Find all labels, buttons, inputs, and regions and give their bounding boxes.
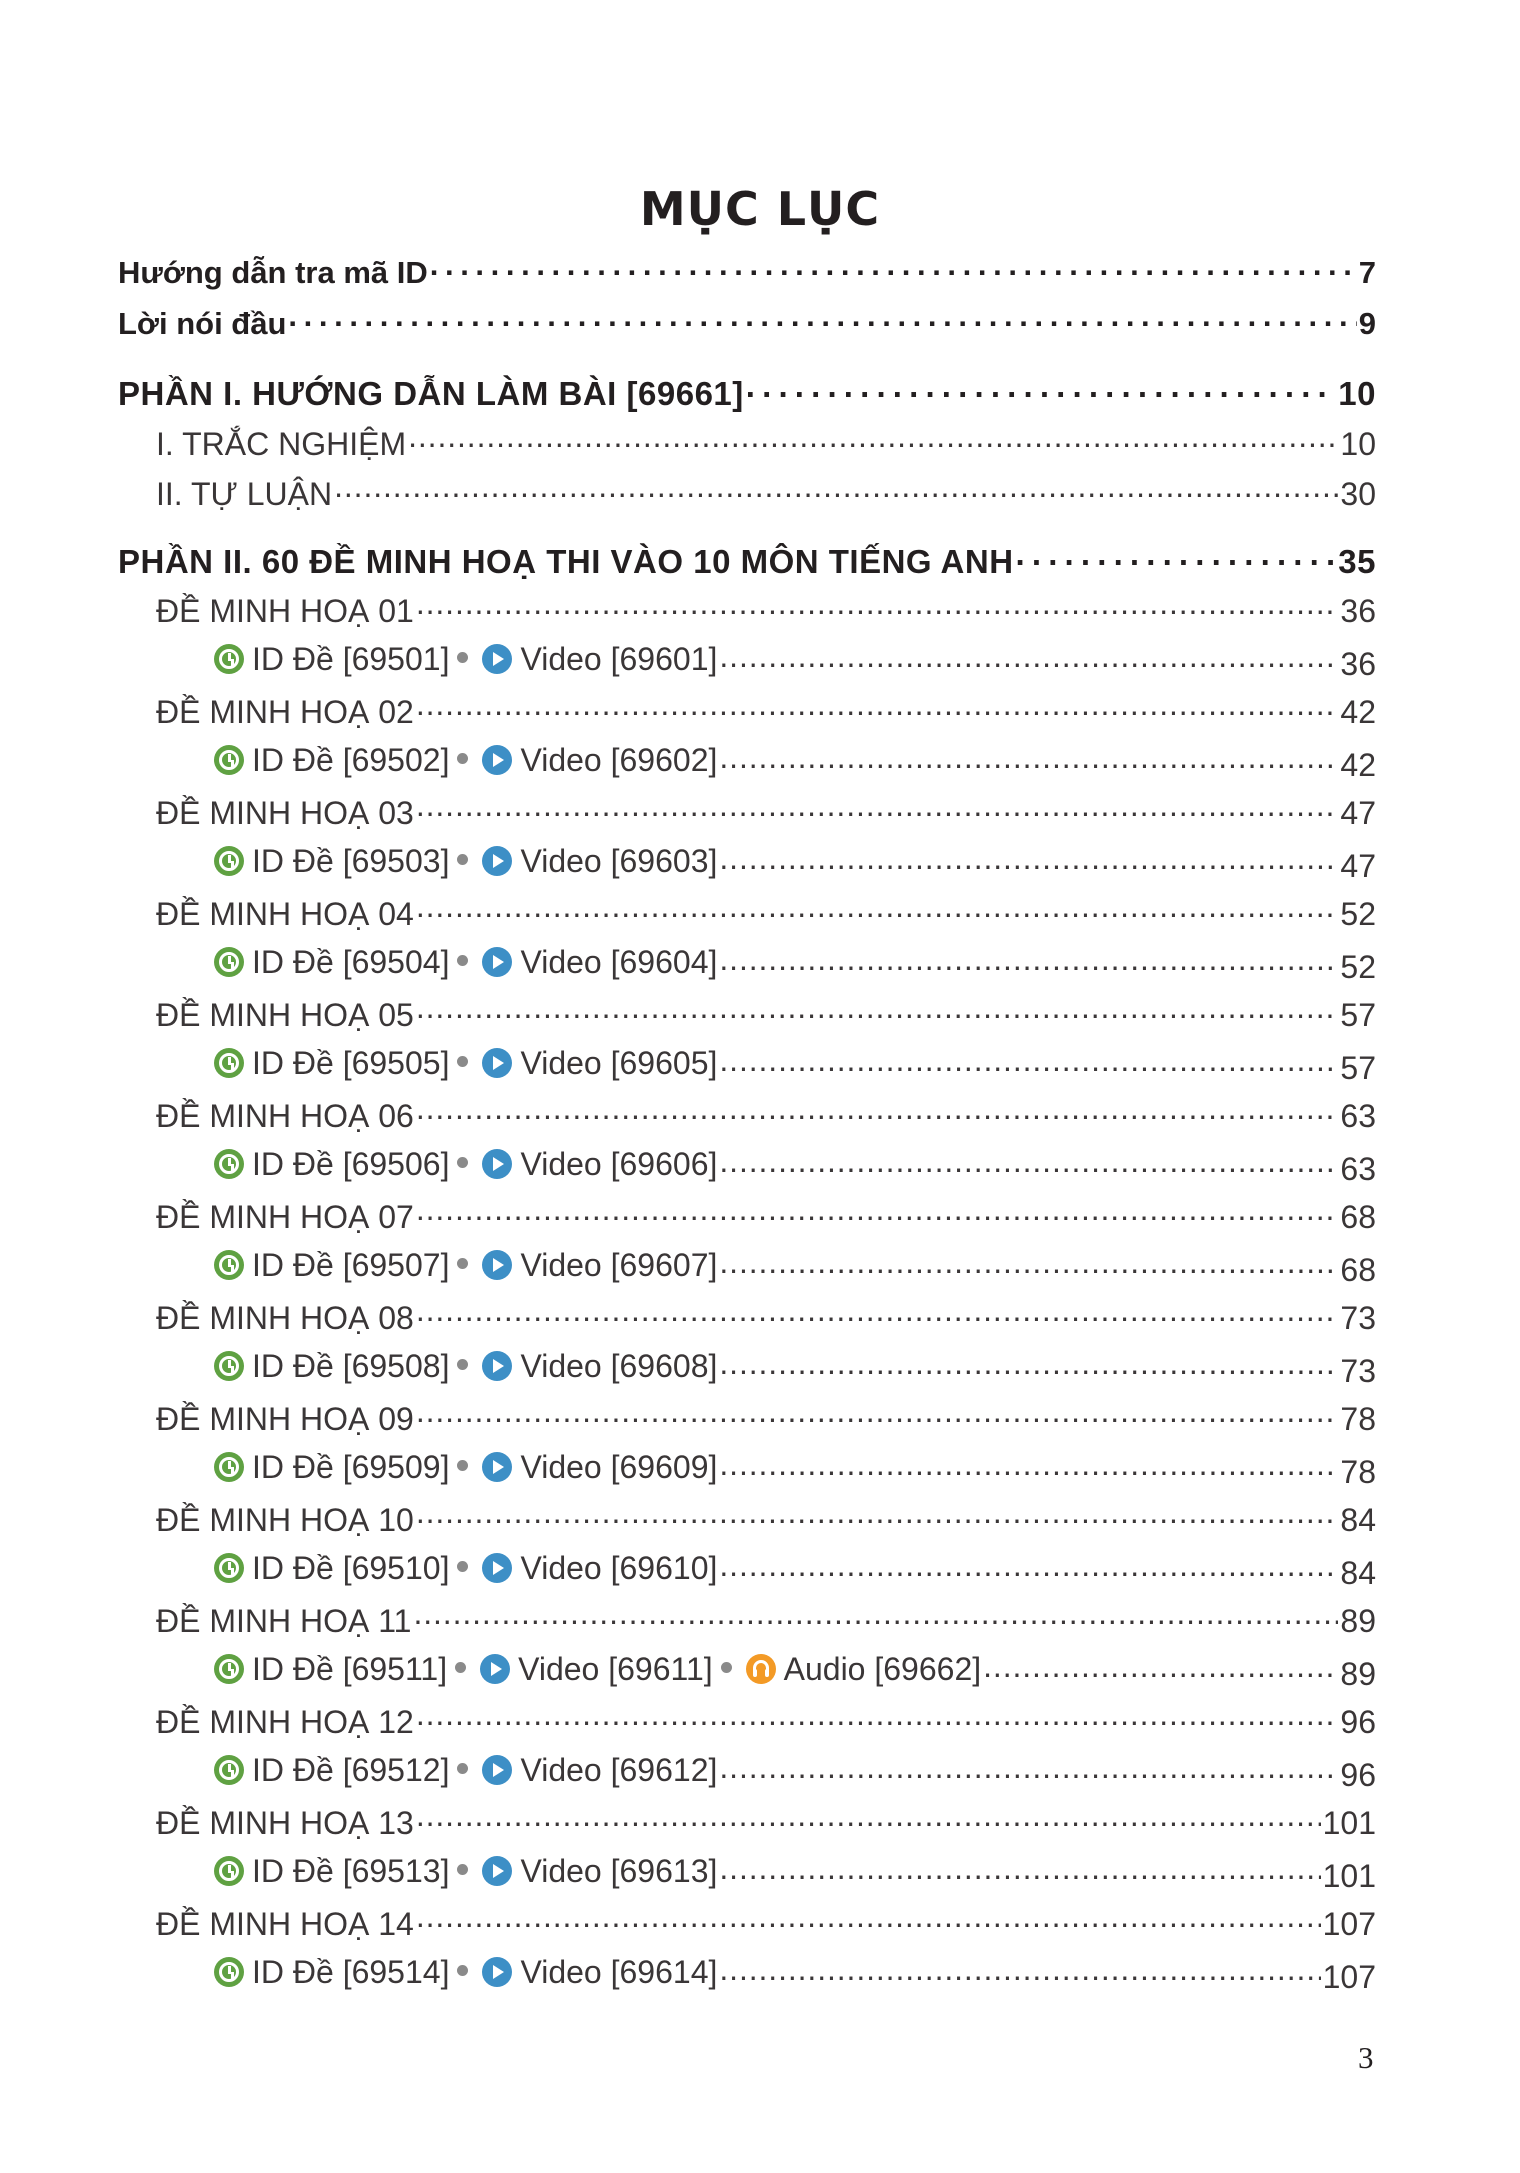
toc-test-04[interactable] (156, 893, 1376, 933)
dot-leader (719, 845, 1338, 877)
clock-id-icon (214, 1452, 244, 1482)
dot-leader (334, 473, 1338, 505)
toc-entry-label: Lời nói đầu (118, 306, 287, 341)
play-video-icon (482, 644, 512, 674)
video-code[interactable]: Video [69609] (520, 1449, 718, 1485)
dot-leader (1016, 540, 1337, 573)
toc-page-number: 57 (1340, 997, 1376, 1033)
toc-test-03[interactable] (156, 792, 1376, 832)
toc-entry-label: ĐỀ MINH HOẠ 14 (156, 1906, 414, 1942)
toc-test-09[interactable] (156, 1398, 1376, 1438)
toc-page-number: 73 (1340, 1352, 1376, 1389)
play-video-icon (482, 745, 512, 775)
toc-entry-label: I. TRẮC NGHIỆM (156, 426, 407, 462)
play-video-icon (482, 846, 512, 876)
toc-entry-label: ĐỀ MINH HOẠ 01 (156, 593, 414, 629)
toc-entry-label: ĐỀ MINH HOẠ 12 (156, 1704, 414, 1740)
resource-labels (214, 1550, 717, 1587)
dot-leader (719, 1148, 1338, 1180)
resource-labels (214, 1247, 717, 1284)
video-code[interactable]: Video [69604] (520, 944, 718, 980)
clock-id-icon (214, 644, 244, 674)
toc-page-number: 36 (1340, 645, 1376, 682)
video-code[interactable]: Video [69608] (520, 1348, 718, 1384)
dot-leader (416, 1903, 1321, 1935)
clock-id-icon (214, 1755, 244, 1785)
dot-leader (408, 423, 1338, 455)
dot-leader (719, 1249, 1338, 1281)
separator-dot-icon (457, 1965, 468, 1976)
id-code[interactable]: ID Đề [69510] (252, 1550, 450, 1586)
clock-id-icon (214, 1553, 244, 1583)
toc-test-10[interactable] (156, 1499, 1376, 1539)
video-code[interactable]: Video [69601] (520, 641, 718, 677)
play-video-icon (482, 1149, 512, 1179)
page-number: 3 (1358, 2040, 1374, 2075)
separator-dot-icon (457, 1359, 468, 1370)
toc-page-number: 47 (1340, 847, 1376, 884)
toc-test-04-resources[interactable] (214, 944, 1376, 986)
dot-leader (416, 1499, 1339, 1531)
toc-page-number: 9 (1358, 306, 1376, 341)
separator-dot-icon (457, 1460, 468, 1471)
resource-labels (214, 843, 717, 880)
id-code[interactable]: ID Đề [69509] (252, 1449, 450, 1485)
dot-leader (416, 1701, 1339, 1733)
toc-page-number: 10 (1340, 426, 1376, 462)
toc-entry-label: ĐỀ MINH HOẠ 07 (156, 1199, 414, 1235)
headphones-audio-icon (746, 1654, 776, 1684)
separator-dot-icon (721, 1662, 732, 1673)
toc-test-14-resources[interactable] (214, 1954, 1376, 1996)
id-code[interactable]: ID Đề [69514] (252, 1954, 450, 1990)
separator-dot-icon (457, 1864, 468, 1875)
toc-test-09-resources[interactable] (214, 1449, 1376, 1491)
id-code[interactable]: ID Đề [69508] (252, 1348, 450, 1384)
toc-test-03-resources[interactable] (214, 843, 1376, 885)
toc-page-number: 73 (1340, 1300, 1376, 1336)
separator-dot-icon (457, 1258, 468, 1269)
video-code[interactable]: Video [69610] (520, 1550, 718, 1586)
toc-entry-label: ĐỀ MINH HOẠ 10 (156, 1502, 414, 1538)
clock-id-icon (214, 1048, 244, 1078)
toc-page-number: 7 (1358, 255, 1376, 290)
clock-id-icon (214, 947, 244, 977)
separator-dot-icon (457, 1561, 468, 1572)
page-title: MỤC LỤC (639, 182, 881, 236)
toc-page-number: 57 (1340, 1049, 1376, 1086)
toc-page-number: 42 (1340, 746, 1376, 783)
toc-page-number: 68 (1340, 1251, 1376, 1288)
toc-page-number: 68 (1340, 1199, 1376, 1235)
toc-page-number: 107 (1322, 1958, 1376, 1995)
resource-labels (214, 1045, 717, 1082)
dot-leader (719, 1855, 1320, 1887)
toc-entry-label: II. TỰ LUẬN (156, 476, 333, 512)
video-code[interactable]: Video [69612] (520, 1752, 718, 1788)
dot-leader (430, 252, 1357, 283)
toc-entry-label: ĐỀ MINH HOẠ 13 (156, 1805, 414, 1841)
toc-page-number: 47 (1340, 795, 1376, 831)
toc-test-12-resources[interactable] (214, 1752, 1376, 1794)
id-code[interactable]: ID Đề [69506] (252, 1146, 450, 1182)
dot-leader (416, 893, 1339, 925)
clock-id-icon (214, 1149, 244, 1179)
toc-entry-label: ĐỀ MINH HOẠ 09 (156, 1401, 414, 1437)
toc-part-2[interactable] (118, 540, 1376, 581)
dot-leader (719, 643, 1338, 675)
dot-leader (719, 1451, 1338, 1483)
id-code[interactable]: ID Đề [69501] (252, 641, 450, 677)
play-video-icon (482, 1250, 512, 1280)
toc-page-number: 35 (1338, 543, 1376, 580)
resource-labels (214, 1146, 717, 1183)
audio-code[interactable]: Audio [69662] (783, 1651, 982, 1687)
play-video-icon (482, 1048, 512, 1078)
resource-labels (214, 1752, 717, 1789)
toc-entry-label: Hướng dẫn tra mã ID (118, 255, 428, 290)
toc-test-08[interactable] (156, 1297, 1376, 1337)
toc-test-13-resources[interactable] (214, 1853, 1376, 1895)
dot-leader (288, 303, 1356, 334)
separator-dot-icon (457, 1763, 468, 1774)
toc-page-number: 107 (1322, 1906, 1376, 1942)
video-code[interactable]: Video [69613] (520, 1853, 718, 1889)
toc-part-label: PHẦN II. 60 ĐỀ MINH HOẠ THI VÀO 10 MÔN TIẾNG ANH (118, 543, 1014, 580)
resource-labels (214, 1348, 717, 1385)
toc-test-05-resources[interactable] (214, 1045, 1376, 1087)
dot-leader (746, 372, 1337, 405)
toc-entry-label: ĐỀ MINH HOẠ 04 (156, 896, 414, 932)
video-code[interactable]: Video [69603] (520, 843, 718, 879)
video-code[interactable]: Video [69605] (520, 1045, 718, 1081)
toc-test-02[interactable] (156, 691, 1376, 731)
toc-test-13[interactable] (156, 1802, 1376, 1842)
toc-entry-essay[interactable] (156, 473, 1376, 513)
id-code[interactable]: ID Đề [69504] (252, 944, 450, 980)
video-code[interactable]: Video [69611] (518, 1651, 713, 1687)
toc-page-number: 89 (1340, 1603, 1376, 1639)
toc-test-01-resources[interactable] (214, 641, 1376, 683)
toc-page-number: 78 (1340, 1401, 1376, 1437)
dot-leader (416, 792, 1339, 824)
toc-entry-label: ĐỀ MINH HOẠ 08 (156, 1300, 414, 1336)
dot-leader (416, 590, 1339, 622)
toc-test-02-resources[interactable] (214, 742, 1376, 784)
video-code[interactable]: Video [69607] (520, 1247, 718, 1283)
toc-part-1[interactable] (118, 372, 1376, 413)
toc-entry-label: ĐỀ MINH HOẠ 03 (156, 795, 414, 831)
dot-leader (413, 1600, 1338, 1632)
table-of-contents (118, 0, 1376, 2173)
toc-page-number: 84 (1340, 1502, 1376, 1538)
play-video-icon (482, 1553, 512, 1583)
dot-leader (416, 1398, 1339, 1430)
resource-labels (214, 1853, 717, 1890)
id-code[interactable]: ID Đề [69505] (252, 1045, 450, 1081)
toc-page-number: 10 (1338, 375, 1376, 412)
toc-entry-label: ĐỀ MINH HOẠ 11 (156, 1603, 412, 1639)
id-code[interactable]: ID Đề [69507] (252, 1247, 450, 1283)
resource-labels (214, 1954, 717, 1991)
toc-test-07[interactable] (156, 1196, 1376, 1236)
toc-page-number: 101 (1322, 1805, 1376, 1841)
toc-entry-label: ĐỀ MINH HOẠ 06 (156, 1098, 414, 1134)
play-video-icon (482, 1351, 512, 1381)
video-code[interactable]: Video [69614] (520, 1954, 718, 1990)
toc-page-number: 52 (1340, 948, 1376, 985)
toc-page-number: 96 (1340, 1756, 1376, 1793)
id-code[interactable]: ID Đề [69512] (252, 1752, 450, 1788)
toc-page-number: 52 (1340, 896, 1376, 932)
dot-leader (416, 1297, 1339, 1329)
resource-labels (214, 641, 717, 678)
toc-page-number: 96 (1340, 1704, 1376, 1740)
dot-leader (416, 1196, 1339, 1228)
separator-dot-icon (457, 854, 468, 865)
toc-test-07-resources[interactable] (214, 1247, 1376, 1289)
id-code[interactable]: ID Đề [69502] (252, 742, 450, 778)
toc-entry-label: ĐỀ MINH HOẠ 02 (156, 694, 414, 730)
toc-entry-guide[interactable] (118, 252, 1376, 291)
clock-id-icon (214, 1351, 244, 1381)
play-video-icon (482, 947, 512, 977)
toc-test-10-resources[interactable] (214, 1550, 1376, 1592)
dot-leader (719, 1552, 1338, 1584)
dot-leader (719, 1350, 1338, 1382)
separator-dot-icon (457, 753, 468, 764)
toc-page-number: 63 (1340, 1150, 1376, 1187)
play-video-icon (482, 1755, 512, 1785)
clock-id-icon (214, 1957, 244, 1987)
resource-labels (214, 742, 717, 779)
toc-test-11[interactable] (156, 1600, 1376, 1640)
toc-page-number: 101 (1322, 1857, 1376, 1894)
dot-leader (719, 1047, 1338, 1079)
toc-test-14[interactable] (156, 1903, 1376, 1943)
dot-leader (719, 744, 1338, 776)
separator-dot-icon (457, 652, 468, 663)
play-video-icon (482, 1452, 512, 1482)
dot-leader (416, 1095, 1339, 1127)
toc-page-number: 42 (1340, 694, 1376, 730)
resource-labels (214, 1449, 717, 1486)
dot-leader (416, 1802, 1321, 1834)
play-video-icon (482, 1957, 512, 1987)
clock-id-icon (214, 1856, 244, 1886)
toc-test-06[interactable] (156, 1095, 1376, 1135)
toc-page-number: 84 (1340, 1554, 1376, 1591)
dot-leader (983, 1653, 1338, 1685)
resource-labels (214, 944, 717, 981)
toc-entry-label: ĐỀ MINH HOẠ 05 (156, 997, 414, 1033)
toc-page-number: 89 (1340, 1655, 1376, 1692)
separator-dot-icon (457, 1157, 468, 1168)
clock-id-icon (214, 1654, 244, 1684)
toc-test-12[interactable] (156, 1701, 1376, 1741)
play-video-icon (482, 1856, 512, 1886)
toc-test-05[interactable] (156, 994, 1376, 1034)
separator-dot-icon (455, 1662, 466, 1673)
dot-leader (719, 1754, 1338, 1786)
dot-leader (416, 691, 1339, 723)
separator-dot-icon (457, 1056, 468, 1067)
toc-part-label: PHẦN I. HƯỚNG DẪN LÀM BÀI [69661] (118, 375, 744, 412)
video-code[interactable]: Video [69606] (520, 1146, 718, 1182)
toc-test-11-resources[interactable] (214, 1651, 1376, 1693)
toc-test-01[interactable] (156, 590, 1376, 630)
dot-leader (416, 994, 1339, 1026)
dot-leader (719, 1956, 1320, 1988)
separator-dot-icon (457, 955, 468, 966)
id-code[interactable]: ID Đề [69511] (252, 1651, 448, 1687)
video-code[interactable]: Video [69602] (520, 742, 718, 778)
id-code[interactable]: ID Đề [69513] (252, 1853, 450, 1889)
toc-entry-multiple-choice[interactable] (156, 423, 1376, 463)
toc-test-06-resources[interactable] (214, 1146, 1376, 1188)
toc-test-08-resources[interactable] (214, 1348, 1376, 1390)
play-video-icon (480, 1654, 510, 1684)
clock-id-icon (214, 1250, 244, 1280)
clock-id-icon (214, 846, 244, 876)
dot-leader (719, 946, 1338, 978)
clock-id-icon (214, 745, 244, 775)
toc-page-number: 78 (1340, 1453, 1376, 1490)
toc-entry-preface[interactable] (118, 303, 1376, 342)
toc-page-number: 63 (1340, 1098, 1376, 1134)
resource-labels (214, 1651, 981, 1688)
toc-page-number: 30 (1340, 476, 1376, 512)
id-code[interactable]: ID Đề [69503] (252, 843, 450, 879)
toc-page-number: 36 (1340, 593, 1376, 629)
